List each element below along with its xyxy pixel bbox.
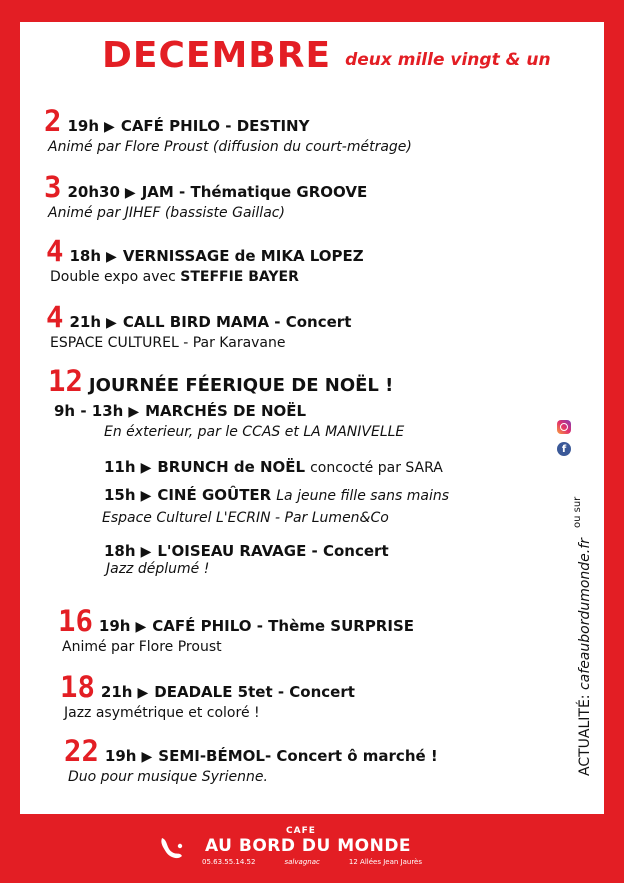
event-12-oiseau <box>104 542 389 577</box>
event-title: JAM - Thématique GROOVE <box>141 183 368 201</box>
event-time: 21h <box>100 683 133 701</box>
event-title: JOURNÉE FÉERIQUE DE NOËL ! <box>88 375 394 396</box>
arrow-icon: ▶ <box>106 315 117 331</box>
event-22 <box>64 734 438 785</box>
event-title: CAFÉ PHILO - DESTINY <box>120 117 310 135</box>
event-desc: Jazz asymétrique et coloré ! <box>64 705 260 721</box>
event-16 <box>58 604 414 655</box>
event-day: 4 <box>46 300 64 334</box>
event-desc: ESPACE CULTUREL - Par Karavane <box>50 335 286 351</box>
event-time: 21h <box>69 313 102 331</box>
event-time: 15h <box>104 486 136 504</box>
event-title: MARCHÉS DE NOËL <box>145 402 307 420</box>
event-title: VERNISSAGE de MIKA LOPEZ <box>122 247 364 265</box>
event-title: CALL BIRD MAMA - Concert <box>122 313 352 331</box>
phone: 05.63.55.14.52 <box>202 858 256 866</box>
arrow-icon: ▶ <box>128 404 140 420</box>
event-2 <box>44 104 412 155</box>
event-desc-artist: STEFFIE BAYER <box>180 269 299 285</box>
actualite-label: ACTUALITÉ: <box>577 694 593 776</box>
website-link[interactable]: cafeaubordumonde.fr <box>577 538 593 691</box>
event-18 <box>60 670 355 721</box>
event-3 <box>44 170 367 221</box>
event-time: 19h <box>104 747 137 765</box>
event-extra: concocté par SARA <box>310 460 443 476</box>
arrow-icon: ▶ <box>140 544 152 560</box>
event-time: 9h - 13h <box>54 402 124 420</box>
event-desc: Animé par Flore Proust (diffusion du court-métrage) <box>48 139 412 155</box>
event-day: 12 <box>48 364 83 398</box>
address: 12 Allées Jean Jaurès <box>348 858 422 866</box>
month-title: DECEMBRE <box>102 35 332 76</box>
event-12 <box>48 364 393 398</box>
event-day: 16 <box>58 604 93 638</box>
event-time: 19h <box>67 117 100 135</box>
arrow-icon: ▶ <box>140 488 152 504</box>
arrow-icon: ▶ <box>137 685 149 701</box>
event-day: 18 <box>60 670 95 704</box>
event-day: 4 <box>46 234 64 268</box>
arrow-icon: ▶ <box>141 749 153 765</box>
arrow-icon: ▶ <box>124 185 136 201</box>
logo-name: AU BORD DU MONDE <box>205 836 412 856</box>
event-time: 20h30 <box>67 183 120 201</box>
event-day: 3 <box>44 170 62 204</box>
event-time: 18h <box>69 247 102 265</box>
bird-logo-icon <box>158 834 186 862</box>
event-title: L'OISEAU RAVAGE - Concert <box>157 542 389 560</box>
event-desc: Espace Culturel L'ECRIN - Par Lumen&Co <box>102 510 389 526</box>
event-desc: Jazz déplumé ! <box>106 561 210 577</box>
actualite-line <box>577 538 593 776</box>
event-desc: Animé par Flore Proust <box>62 639 222 655</box>
facebook-icon[interactable]: f <box>557 442 571 456</box>
event-day: 22 <box>64 734 99 768</box>
event-desc: En éxterieur, par le CCAS et LA MANIVELLE <box>104 424 405 440</box>
event-time: 19h <box>98 617 131 635</box>
event-12-cine <box>104 486 449 526</box>
arrow-icon: ▶ <box>140 460 152 476</box>
event-title: BRUNCH de NOËL <box>157 458 306 476</box>
event-title: SEMI-BÉMOL- Concert ô marché ! <box>158 747 438 765</box>
arrow-icon: ▶ <box>135 619 147 635</box>
event-time: 11h <box>104 458 136 476</box>
event-title: CINÉ GOÛTER <box>157 486 272 504</box>
event-extra: La jeune fille sans mains <box>276 488 450 504</box>
event-12-marches <box>54 402 404 440</box>
event-desc: Double expo avec <box>50 269 176 285</box>
header <box>102 35 551 76</box>
event-title: CAFÉ PHILO - Thème SURPRISE <box>152 617 414 635</box>
event-day: 2 <box>44 104 62 138</box>
event-title: DEADALE 5tet - Concert <box>154 683 355 701</box>
event-4-concert <box>46 300 351 351</box>
arrow-icon: ▶ <box>106 249 117 265</box>
logo-cafe: CAFE <box>286 826 316 836</box>
town: salvagnac <box>284 858 320 866</box>
year-subtitle: deux mille vingt & un <box>345 50 551 70</box>
instagram-icon[interactable] <box>557 420 571 434</box>
arrow-icon: ▶ <box>104 119 115 135</box>
event-time: 18h <box>104 542 136 560</box>
event-desc: Animé par JIHEF (bassiste Gaillac) <box>48 205 285 221</box>
event-12-brunch <box>104 458 443 476</box>
event-4-vernissage <box>46 234 364 285</box>
event-desc: Duo pour musique Syrienne. <box>68 769 268 785</box>
logo-subline <box>202 858 422 866</box>
ou-sur-label: ou sur <box>572 496 583 528</box>
